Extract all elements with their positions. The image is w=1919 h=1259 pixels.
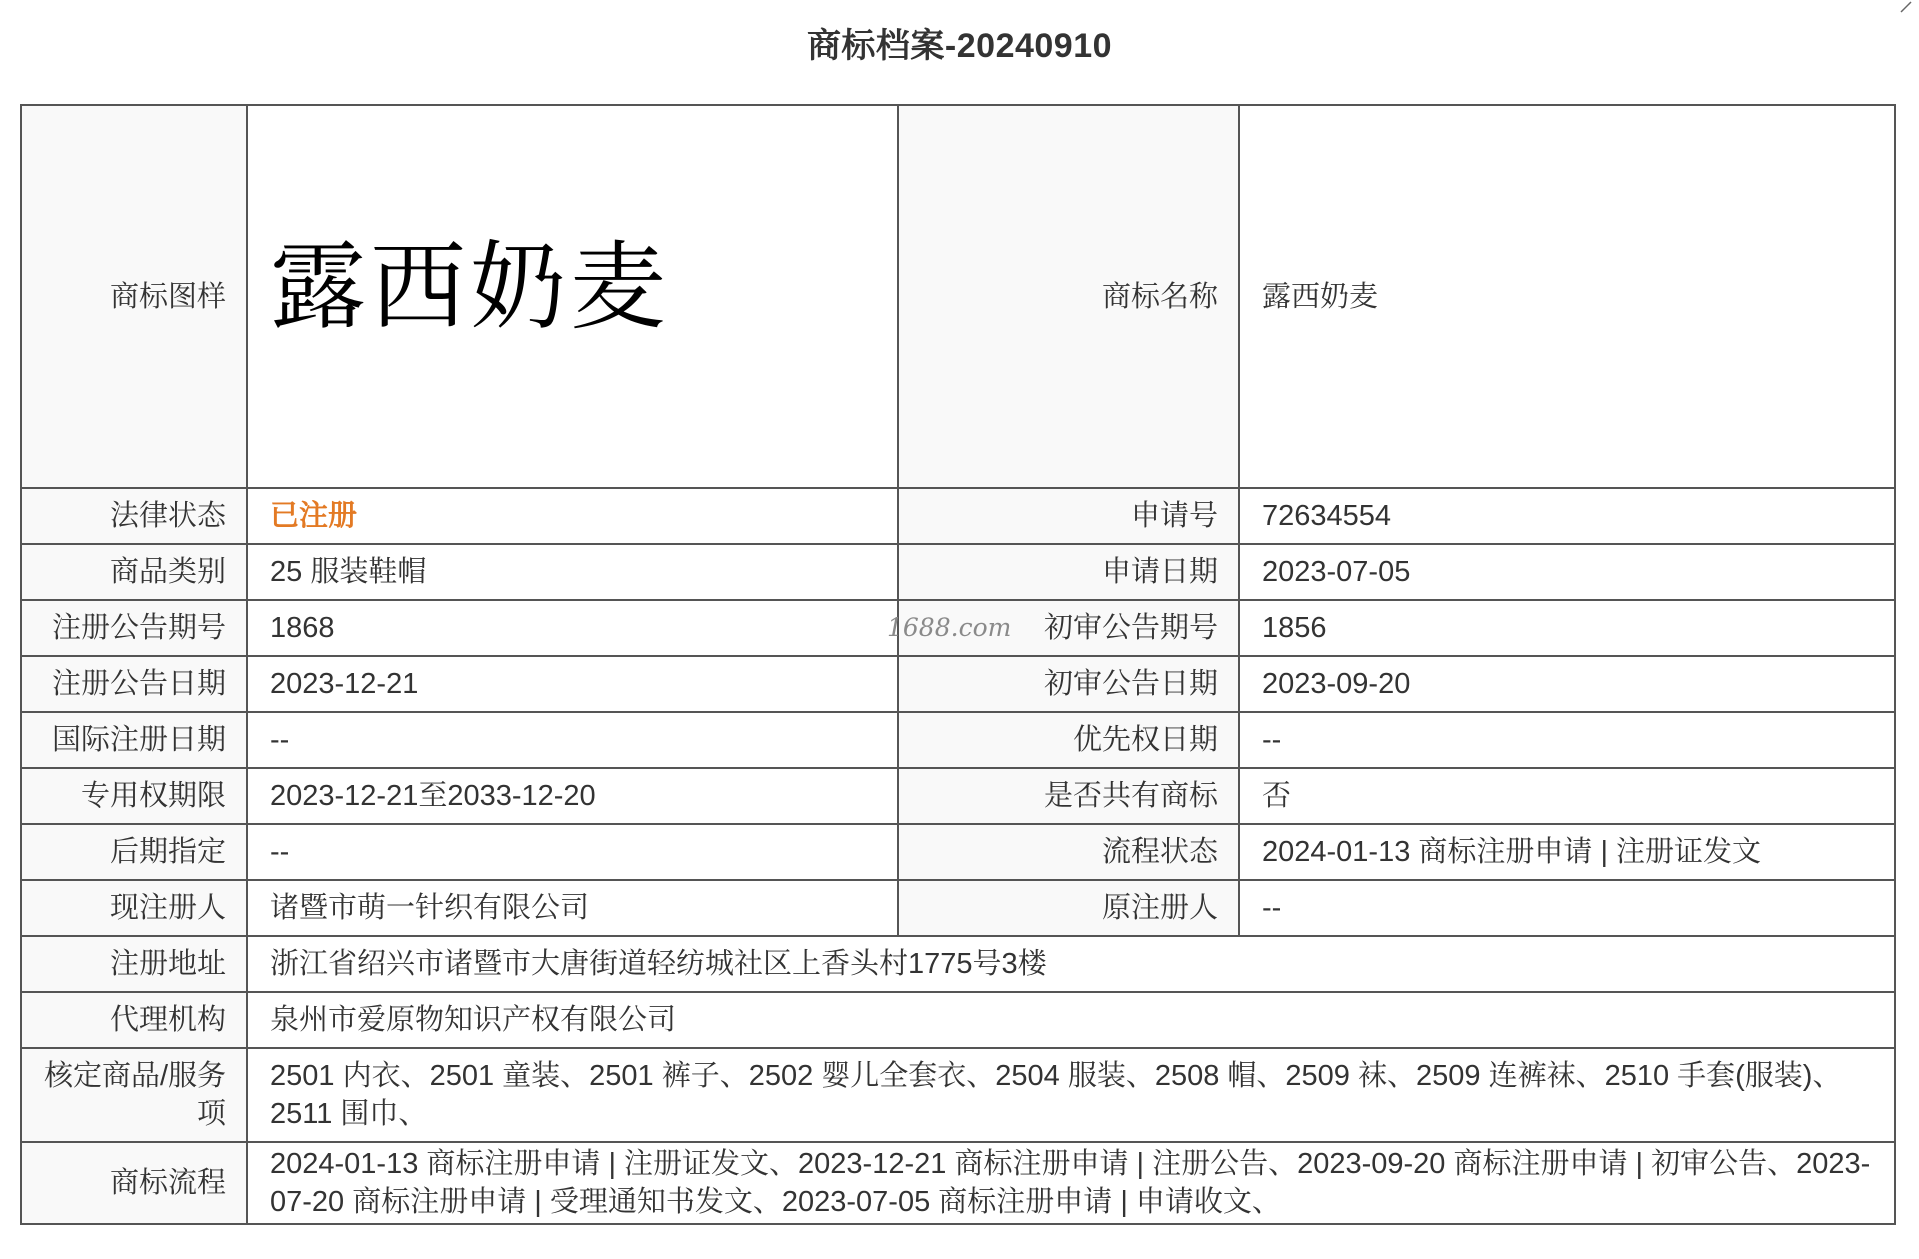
category-value: 25 服装鞋帽 [247,544,898,600]
priority-date-value: -- [1239,712,1895,768]
watermark: 1688.com [887,613,1012,642]
current-registrant-label: 现注册人 [21,880,247,936]
intl-reg-date-label: 国际注册日期 [21,712,247,768]
shared-mark-value: 否 [1239,768,1895,824]
agency-value: 泉州市爱原物知识产权有限公司 [247,992,1895,1048]
trademark-image [247,105,898,488]
prelim-issue-no-value: 1856 [1239,600,1895,656]
table-row [21,992,1895,1048]
later-designation-value: -- [247,824,898,880]
prelim-date-value: 2023-09-20 [1239,656,1895,712]
table-row [21,880,1895,936]
agency-label: 代理机构 [21,992,247,1048]
table-row [21,544,1895,600]
goods-value: 2501 内衣、2501 童装、2501 裤子、2502 婴儿全套衣、2504 服装、2508 帽、2509 袜、2509 连裤袜、2510 手套(服装)、2511 围巾、 [247,1048,1895,1142]
reg-date-value: 2023-12-21 [247,656,898,712]
shared-mark-label: 是否共有商标 [898,768,1239,824]
table-row [21,712,1895,768]
prelim-issue-no-label: 初审公告期号 [1043,612,1218,644]
flow-label: 商标流程 [21,1142,247,1224]
status-badge: 已注册 [270,500,358,532]
reg-issue-no-label: 注册公告期号 [21,600,247,656]
image-label: 商标图样 [21,105,247,488]
intl-reg-date-value: -- [247,712,898,768]
table-row [21,105,1895,488]
original-registrant-value: -- [1239,880,1895,936]
name-label: 商标名称 [898,105,1239,488]
current-registrant-value: 诸暨市萌一针织有限公司 [247,880,898,936]
process-status-label: 流程状态 [898,824,1239,880]
application-date-label: 申请日期 [898,544,1239,600]
original-registrant-label: 原注册人 [898,880,1239,936]
category-label: 商品类别 [21,544,247,600]
address-value: 浙江省绍兴市诸暨市大唐街道轻纺城社区上香头村1775号3楼 [247,936,1895,992]
page-title: 商标档案-20240910 [806,27,1113,65]
reg-date-label: 注册公告日期 [21,656,247,712]
application-date-value: 2023-07-05 [1239,544,1895,600]
legal-status-label: 法律状态 [21,488,247,544]
exclusive-term-label: 专用权期限 [21,768,247,824]
process-status-value: 2024-01-13 商标注册申请 | 注册证发文 [1239,824,1895,880]
later-designation-label: 后期指定 [21,824,247,880]
table-row [21,656,1895,712]
trademark-record-table [20,104,1896,1225]
table-row [21,824,1895,880]
application-no-label: 申请号 [898,488,1239,544]
address-label: 注册地址 [21,936,247,992]
table-row [21,768,1895,824]
arrow-corner-icon [1899,0,1913,14]
reg-issue-no-value: 1868 [247,600,898,656]
application-no-value: 72634554 [1239,488,1895,544]
table-row [21,488,1895,544]
prelim-date-label: 初审公告日期 [898,656,1239,712]
table-row [21,936,1895,992]
flow-value: 2024-01-13 商标注册申请 | 注册证发文、2023-12-21 商标注册申请 | 注册公告、2023-09-20 商标注册申请 | 初审公告、2023-07-20 商标注册申请 | 受理通知书发文、2023-07-05 商标注册申请 | 申请收文、 [247,1142,1895,1224]
table-row [21,600,1895,656]
trademark-image-text: 露西奶麦 [270,230,670,343]
goods-label: 核定商品/服务项 [21,1048,247,1142]
table-row [21,1142,1895,1224]
priority-date-label: 优先权日期 [898,712,1239,768]
name-value: 露西奶麦 [1239,105,1895,488]
table-row [21,1048,1895,1142]
exclusive-term-value: 2023-12-21至2033-12-20 [247,768,898,824]
